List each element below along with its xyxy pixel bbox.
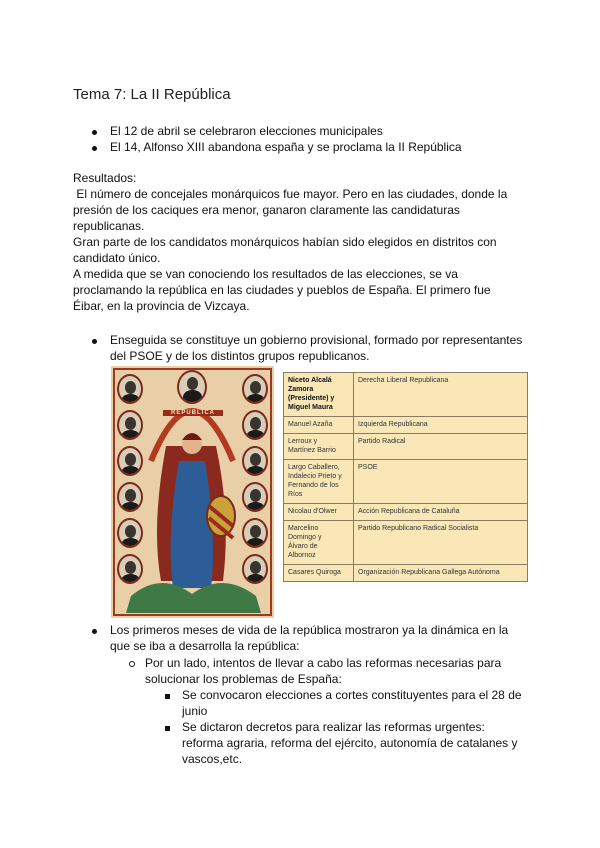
minister-name-line: Fernando de los bbox=[288, 482, 339, 489]
minister-name-line: Zamora bbox=[288, 386, 314, 393]
minister-name-line: Miguel Maura bbox=[288, 404, 333, 411]
minister-name-cell bbox=[284, 521, 354, 565]
government-table-row bbox=[284, 504, 528, 521]
republic-poster-image bbox=[111, 366, 274, 618]
minister-name-line: Martínez Barrio bbox=[288, 447, 336, 454]
minister-name-line: Domingo y bbox=[288, 534, 322, 541]
portrait bbox=[117, 374, 143, 404]
page-title: Tema 7: La II República bbox=[73, 86, 231, 103]
party-cell: Derecha Liberal Republicana bbox=[354, 373, 528, 417]
minister-name-line: Casares Quiroga bbox=[288, 569, 341, 576]
circle-bullet bbox=[129, 661, 135, 667]
minister-name-cell bbox=[284, 434, 354, 460]
results-line: proclamando la república en las ciudades y pueblos de España. El primero fue bbox=[73, 283, 491, 297]
portrait bbox=[242, 410, 268, 440]
results-line: candidato único. bbox=[73, 251, 161, 265]
portrait bbox=[117, 482, 143, 512]
minister-name-cell bbox=[284, 417, 354, 434]
bullet-dot bbox=[92, 130, 97, 135]
party-cell: PSOE bbox=[354, 460, 528, 504]
gov-bullet-line: del PSOE y de los distintos grupos republicanos. bbox=[110, 349, 370, 363]
party-cell: Partido Republicano Radical Socialista bbox=[354, 521, 528, 565]
results-heading: Resultados: bbox=[73, 171, 137, 185]
poster-banner: REPUBLICA bbox=[163, 410, 223, 416]
portrait bbox=[242, 374, 268, 404]
minister-name-line: Álvaro de bbox=[288, 543, 318, 550]
results-line: Éibar, en la provincia de Vizcaya. bbox=[73, 299, 250, 313]
minister-name-line: Niceto Alcalá bbox=[288, 377, 332, 384]
portrait bbox=[117, 554, 143, 584]
minister-name-line: Largo Caballero, bbox=[288, 464, 340, 471]
government-table-row bbox=[284, 417, 528, 434]
minister-name-cell bbox=[284, 504, 354, 521]
subsub-bullet-line: junio bbox=[182, 704, 208, 718]
party-cell: Organización Republicana Gallega Autónoma bbox=[354, 565, 528, 582]
minister-name-line: Indalecio Prieto y bbox=[288, 473, 342, 480]
gov-bullet-line: Enseguida se constituye un gobierno provisional, formado por representantes bbox=[110, 333, 523, 347]
results-line: A medida que se van conociendo los resultados de las elecciones, se va bbox=[73, 267, 458, 281]
government-table-row bbox=[284, 373, 528, 417]
subsub-bullet-line: vascos,etc. bbox=[182, 752, 243, 766]
minister-name-line: Nicolau d'Olwer bbox=[288, 508, 337, 515]
bullet-dot bbox=[92, 339, 97, 344]
intro-bullet-2: El 14, Alfonso XIII abandona españa y se proclama la II República bbox=[110, 140, 462, 154]
minister-name-line: Albornoz bbox=[288, 552, 316, 559]
government-table-row bbox=[284, 434, 528, 460]
sub-bullet-line: Por un lado, intentos de llevar a cabo las reformas necesarias para bbox=[145, 656, 502, 670]
results-line: presión de los caciques era menor, ganaron claramente las candidaturas bbox=[73, 203, 460, 217]
bullet-dot bbox=[92, 146, 97, 151]
bullet-dot bbox=[92, 629, 97, 634]
results-line: Gran parte de los candidatos monárquicos habían sido elegidos en distritos con bbox=[73, 235, 497, 249]
subsub-bullet-line: Se convocaron elecciones a cortes constituyentes para el 28 de bbox=[182, 688, 522, 702]
results-line: republicanas. bbox=[73, 219, 145, 233]
subsub-bullet-line: Se dictaron decretos para realizar las reformas urgentes: bbox=[182, 720, 485, 734]
portrait bbox=[242, 446, 268, 476]
portrait bbox=[117, 446, 143, 476]
minister-name-line: Manuel Azaña bbox=[288, 421, 333, 428]
portrait-president bbox=[177, 370, 207, 404]
square-bullet bbox=[165, 694, 170, 699]
minister-name-cell bbox=[284, 460, 354, 504]
minister-name-line: Ríos bbox=[288, 491, 303, 498]
portrait bbox=[242, 518, 268, 548]
government-table-row bbox=[284, 460, 528, 504]
minister-name-line: Lerroux y bbox=[288, 438, 318, 445]
sub-bullet-line: solucionar los problemas de España: bbox=[145, 672, 342, 686]
portrait bbox=[242, 554, 268, 584]
portrait bbox=[117, 518, 143, 548]
government-table bbox=[283, 372, 528, 582]
portrait bbox=[117, 410, 143, 440]
minister-name-line: Marcelino bbox=[288, 525, 319, 532]
party-cell: Partido Radical bbox=[354, 434, 528, 460]
party-cell: Izquierda Republicana bbox=[354, 417, 528, 434]
square-bullet bbox=[165, 726, 170, 731]
party-cell: Acción Republicana de Cataluña bbox=[354, 504, 528, 521]
portrait bbox=[242, 482, 268, 512]
government-table-row bbox=[284, 521, 528, 565]
intro-bullet-1: El 12 de abril se celebraron elecciones municipales bbox=[110, 124, 383, 138]
months-bullet-line: Los primeros meses de vida de la república mostraron ya la dinámica en la bbox=[110, 623, 509, 637]
government-table-row bbox=[284, 565, 528, 582]
minister-name-cell bbox=[284, 565, 354, 582]
subsub-bullet-line: reforma agraria, reforma del ejército, autonomía de catalanes y bbox=[182, 736, 518, 750]
results-line: El número de concejales monárquicos fue mayor. Pero en las ciudades, donde la bbox=[73, 187, 508, 201]
minister-name-cell bbox=[284, 373, 354, 417]
minister-name-line: (Presidente) y bbox=[288, 395, 335, 402]
months-bullet-line: que se iba a desarrolla la república: bbox=[110, 639, 300, 653]
